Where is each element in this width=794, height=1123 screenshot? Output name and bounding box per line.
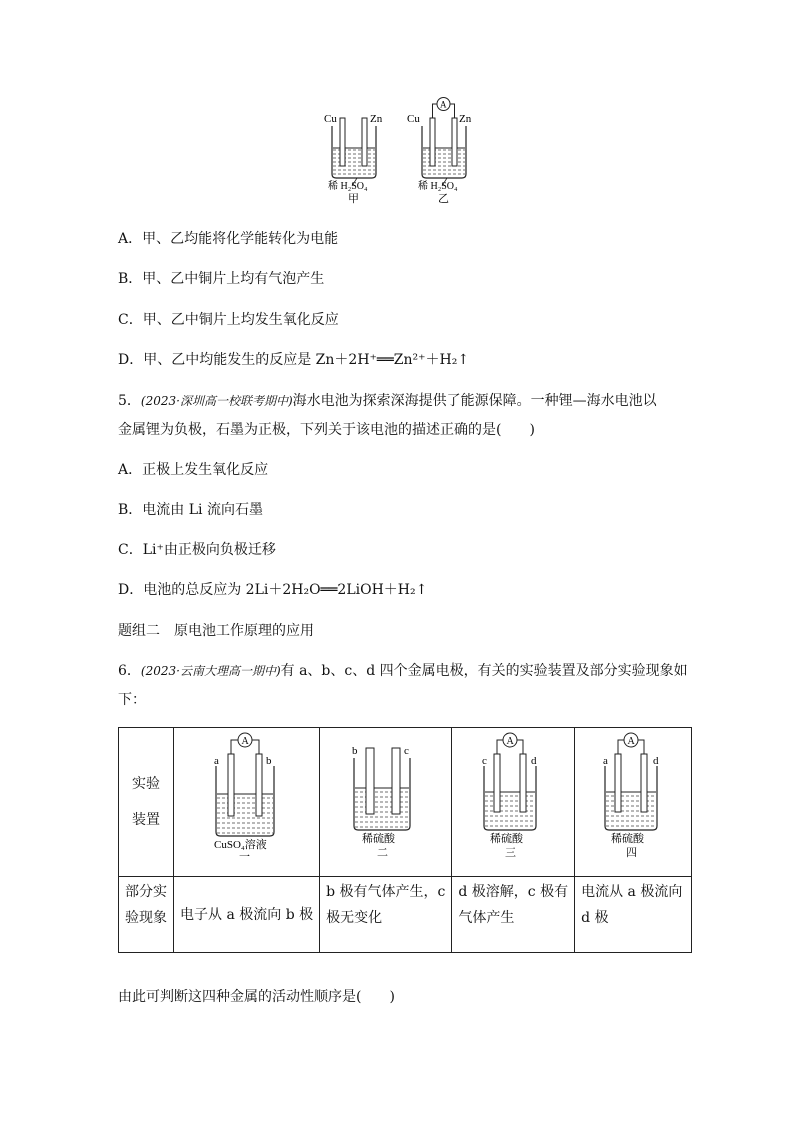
q5-option-b: B．电流由 Li 流向石墨: [118, 502, 263, 518]
q5-stem-line2: 金属锂为负极，石墨为正极，下列关于该电池的描述正确的是( ): [118, 422, 535, 438]
q6-conclusion: 由此可判断这四种金属的活动性顺序是( ): [118, 989, 395, 1005]
device-4-meter: A: [627, 736, 635, 747]
q4-option-c: C．甲、乙中铜片上均发生氧化反应: [118, 312, 339, 328]
yi-solution: 稀 H₂SO₄: [418, 181, 458, 192]
q5-number: 5．: [118, 393, 141, 409]
header-observations-line1: 部分实: [125, 884, 167, 900]
device-3-right-electrode: d: [531, 755, 537, 767]
device-1-diagram: [174, 728, 316, 872]
observation-3-line2: 气体产生: [458, 910, 515, 926]
q4-option-a: A．甲、乙均能将化学能转化为电能: [118, 231, 339, 247]
observation-4-line2: d 极: [581, 910, 609, 926]
q5-option-c: C．Li⁺由正极向负极迁移: [118, 542, 276, 558]
observation-3-line1: d 极溶解，c 极有: [458, 884, 569, 900]
device-1-solution: CuSO₄溶液: [214, 839, 267, 851]
device-2-solution: 稀硫酸: [362, 833, 396, 845]
header-devices: [119, 728, 174, 877]
q4-option-b: B．甲、乙中铜片上均有气泡产生: [118, 271, 325, 287]
q6-source: (2023·云南大理高一期中): [140, 664, 281, 678]
device-3-solution: 稀硫酸: [490, 833, 524, 845]
q5-option-d: D．电池的总反应为 2Li＋2H₂O══2LiOH＋H₂↑: [118, 582, 428, 598]
device-3-left-electrode: c: [482, 755, 488, 767]
device-4-right-electrode: d: [653, 755, 659, 767]
q5-source: (2023·深圳高一校联考期中): [140, 394, 293, 408]
q6-number: 6．: [118, 663, 141, 679]
jia-solution: 稀 H₂SO₄: [328, 181, 368, 192]
observation-1-line1: 电子从 a 极流向 b 极: [180, 906, 314, 923]
device-1-meter: A: [241, 736, 249, 747]
q5-option-a: A．正极上发生氧化反应: [118, 462, 269, 478]
device-cell-1: [174, 728, 320, 877]
yi-meter-label: A: [440, 99, 447, 110]
q4-option-d: D．甲、乙中均能发生的反应是 Zn＋2H⁺══Zn²⁺＋H₂↑: [118, 352, 470, 368]
device-4-solution: 稀硫酸: [611, 833, 645, 845]
figure-jia-yi: [310, 90, 490, 210]
header-observations-line2: 验现象: [125, 910, 167, 926]
q6-stem-line1: [118, 660, 688, 680]
device-2-diagram: [320, 728, 445, 872]
device-cell-3: [452, 728, 575, 877]
cell-yi: [407, 98, 472, 206]
device-4-diagram: [575, 728, 691, 872]
observation-1: [174, 877, 320, 953]
device-1-right-electrode: b: [266, 755, 272, 767]
observation-2: [320, 877, 452, 953]
device-4-caption: 四: [626, 847, 638, 859]
device-cell-4: [575, 728, 692, 877]
device-2-right-electrode: c: [404, 745, 409, 757]
observation-3: [452, 877, 575, 953]
device-1-left-electrode: a: [214, 755, 219, 767]
observation-2-line1: b 极有气体产生，c: [326, 884, 446, 900]
yi-left-electrode: Cu: [407, 113, 420, 125]
device-cell-2: [320, 728, 452, 877]
header-devices-line1: 实验: [132, 776, 160, 792]
observation-4-line1: 电流从 a 极流向: [581, 884, 683, 900]
q5-stem-line1: [118, 390, 657, 410]
jia-right-electrode: Zn: [370, 113, 383, 125]
yi-caption: 乙: [438, 193, 449, 205]
device-4-left-electrode: a: [603, 755, 608, 767]
table-row-observations: [119, 877, 692, 953]
device-1-caption: 一: [239, 851, 250, 863]
observation-2-line2: 极无变化: [326, 910, 383, 926]
header-devices-line2: 装置: [132, 812, 160, 828]
cell-jia: [324, 113, 383, 205]
yi-right-electrode: Zn: [459, 113, 472, 125]
device-3-caption: 三: [505, 847, 517, 859]
device-3-diagram: [452, 728, 569, 872]
device-2-caption: 二: [377, 847, 389, 859]
q5-stem-text1: 海水电池为探索深海提供了能源保障。一种锂—海水电池以: [292, 393, 657, 409]
device-3-meter: A: [506, 736, 515, 747]
header-observations: [119, 877, 174, 953]
section-title: 题组二 原电池工作原理的应用: [118, 623, 314, 639]
device-2-left-electrode: b: [352, 745, 358, 757]
q6-stem-text1: 有 a、b、c、d 四个金属电极，有关的实验装置及部分实验现象如: [280, 663, 688, 679]
jia-caption: 甲: [348, 193, 359, 205]
q6-stem-line2: 下：: [118, 692, 146, 708]
observation-4: [575, 877, 692, 953]
experiment-table: [118, 727, 692, 953]
jia-left-electrode: Cu: [324, 113, 337, 125]
table-row-devices: [119, 728, 692, 877]
